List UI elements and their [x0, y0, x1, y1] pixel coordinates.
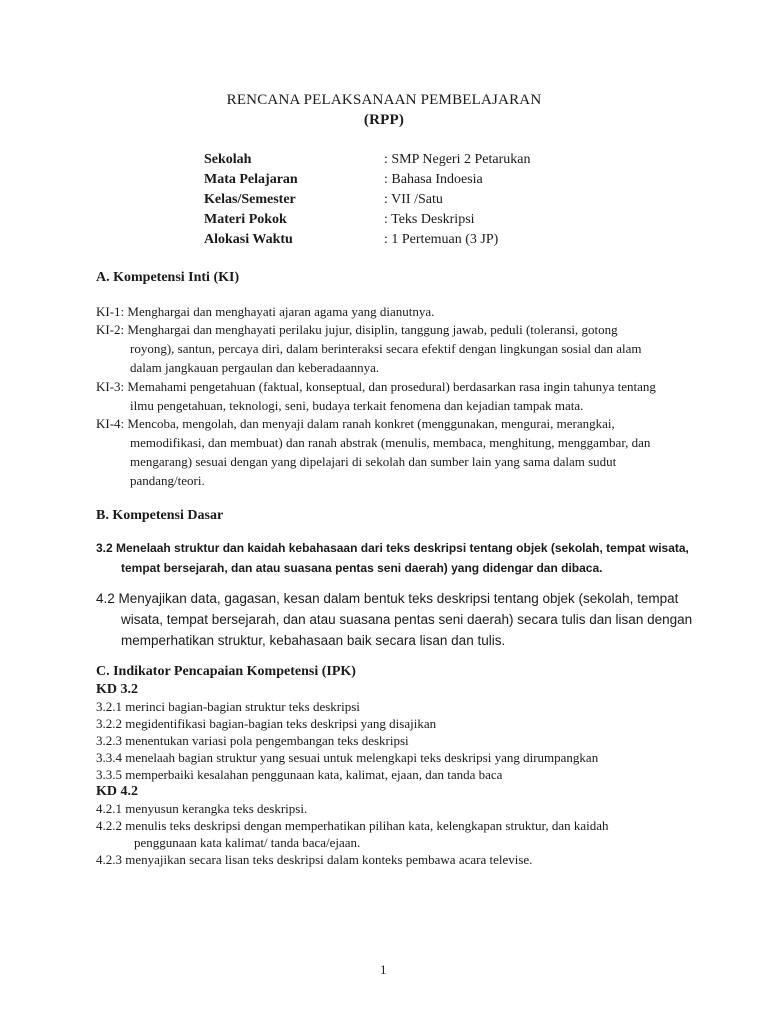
kd-3-2: 3.2 Menelaah struktur dan kaidah kebahasaan dari teks deskripsi tentang objek (sekolah, tempat wisata, — [96, 541, 689, 555]
identity-value: : SMP Negeri 2 Petarukan — [384, 152, 531, 167]
ipk-item: 3.3.5 memperbaiki kesalahan penggunaan kata, kalimat, ejaan, dan tanda baca — [96, 767, 503, 782]
kd-3-2-continuation: tempat bersejarah, dan atau suasana pentas seni daerah) yang didengar dan dibaca. — [121, 561, 603, 575]
identity-value: : Bahasa Indoesia — [384, 172, 483, 187]
identity-label: Alokasi Waktu — [204, 232, 293, 247]
ki-4-continuation: mengarang) sesuai dengan yang dipelajari di sekolah dan sumber lain yang sama dalam sudut — [130, 454, 617, 469]
page-number: 1 — [380, 962, 387, 977]
identity-label: Materi Pokok — [204, 212, 287, 227]
ipk-item: 4.2.3 menyajikan secara lisan teks deskripsi dalam konteks pembawa acara televise. — [96, 852, 533, 867]
ki-2: KI-2: Menghargai dan menghayati perilaku jujur, disiplin, tanggung jawab, peduli (toleransi, gotong — [96, 322, 618, 337]
ki-2-continuation: royong), santun, percaya diri, dalam berinteraksi secara efektif dengan lingkungan sosial dan alam — [130, 341, 642, 356]
kd-4-2: 4.2 Menyajikan data, gagasan, kesan dalam bentuk teks deskripsi tentang objek (sekolah, tempat — [96, 591, 679, 606]
ipk-item: 3.2.2 megidentifikasi bagian-bagian teks deskripsi yang disajikan — [96, 716, 437, 731]
ki-4-continuation: pandang/teori. — [130, 473, 205, 488]
ipk-item: 3.2.3 menentukan variasi pola pengembangan teks deskripsi — [96, 733, 409, 748]
identity-label: Kelas/Semester — [204, 192, 296, 207]
document-title: RENCANA PELAKSANAAN PEMBELAJARAN — [226, 92, 542, 108]
identity-value: : Teks Deskripsi — [384, 212, 475, 227]
ki-1: KI-1: Menghargai dan menghayati ajaran agama yang dianutnya. — [96, 304, 435, 319]
identity-value: : 1 Pertemuan (3 JP) — [384, 232, 499, 247]
ki-2-continuation: dalam jangkauan pergaulan dan keberadaannya. — [130, 360, 380, 375]
ki-4: KI-4: Mencoba, mengolah, dan menyaji dalam ranah konkret (menggunakan, mengurai, merangkai, — [96, 416, 615, 431]
kd-4-2-continuation: wisata, tempat bersejarah, dan atau suasana pentas seni daerah) secara tulis dan lisan dengan — [121, 612, 693, 627]
document-subtitle: (RPP) — [363, 112, 405, 128]
ki-3: KI-3: Memahami pengetahuan (faktual, konseptual, dan prosedural) berdasarkan rasa ingin tahunya tentang — [96, 379, 656, 394]
kd-4-2-continuation: memperhatikan struktur, kebahasaan baik secara lisan dan tulis. — [121, 633, 506, 648]
ki-3-continuation: ilmu pengetahuan, teknologi, seni, budaya terkait fenomena dan kejadian tampak mata. — [130, 398, 584, 413]
identity-value: : VII /Satu — [384, 192, 443, 207]
section-b-heading: B. Kompetensi Dasar — [96, 508, 224, 523]
ipk-item: 4.2.2 menulis teks deskripsi dengan memperhatikan pilihan kata, kelengkapan struktur, dan kaidah — [96, 818, 609, 833]
ipk-item-continuation: penggunaan kata kalimat/ tanda baca/ejaan. — [134, 835, 361, 850]
section-a-heading: A. Kompetensi Inti (KI) — [96, 270, 240, 285]
ipk-item: 3.2.1 merinci bagian-bagian struktur teks deskripsi — [96, 699, 360, 714]
ipk-item: 3.3.4 menelaah bagian struktur yang sesuai untuk melengkapi teks deskripsi yang dirumpangkan — [96, 750, 599, 765]
ki-4-continuation: memodifikasi, dan membuat) dan ranah abstrak (menulis, membaca, menghitung, menggambar, dan — [130, 435, 651, 450]
ipk-item: 4.2.1 menyusun kerangka teks deskripsi. — [96, 801, 308, 816]
kd-3-2-label: KD 3.2 — [96, 682, 138, 697]
section-c-heading: C. Indikator Pencapaian Kompetensi (IPK) — [96, 664, 356, 679]
kd-4-2-label: KD 4.2 — [96, 784, 138, 799]
identity-label: Sekolah — [204, 152, 252, 167]
identity-label: Mata Pelajaran — [204, 172, 298, 187]
